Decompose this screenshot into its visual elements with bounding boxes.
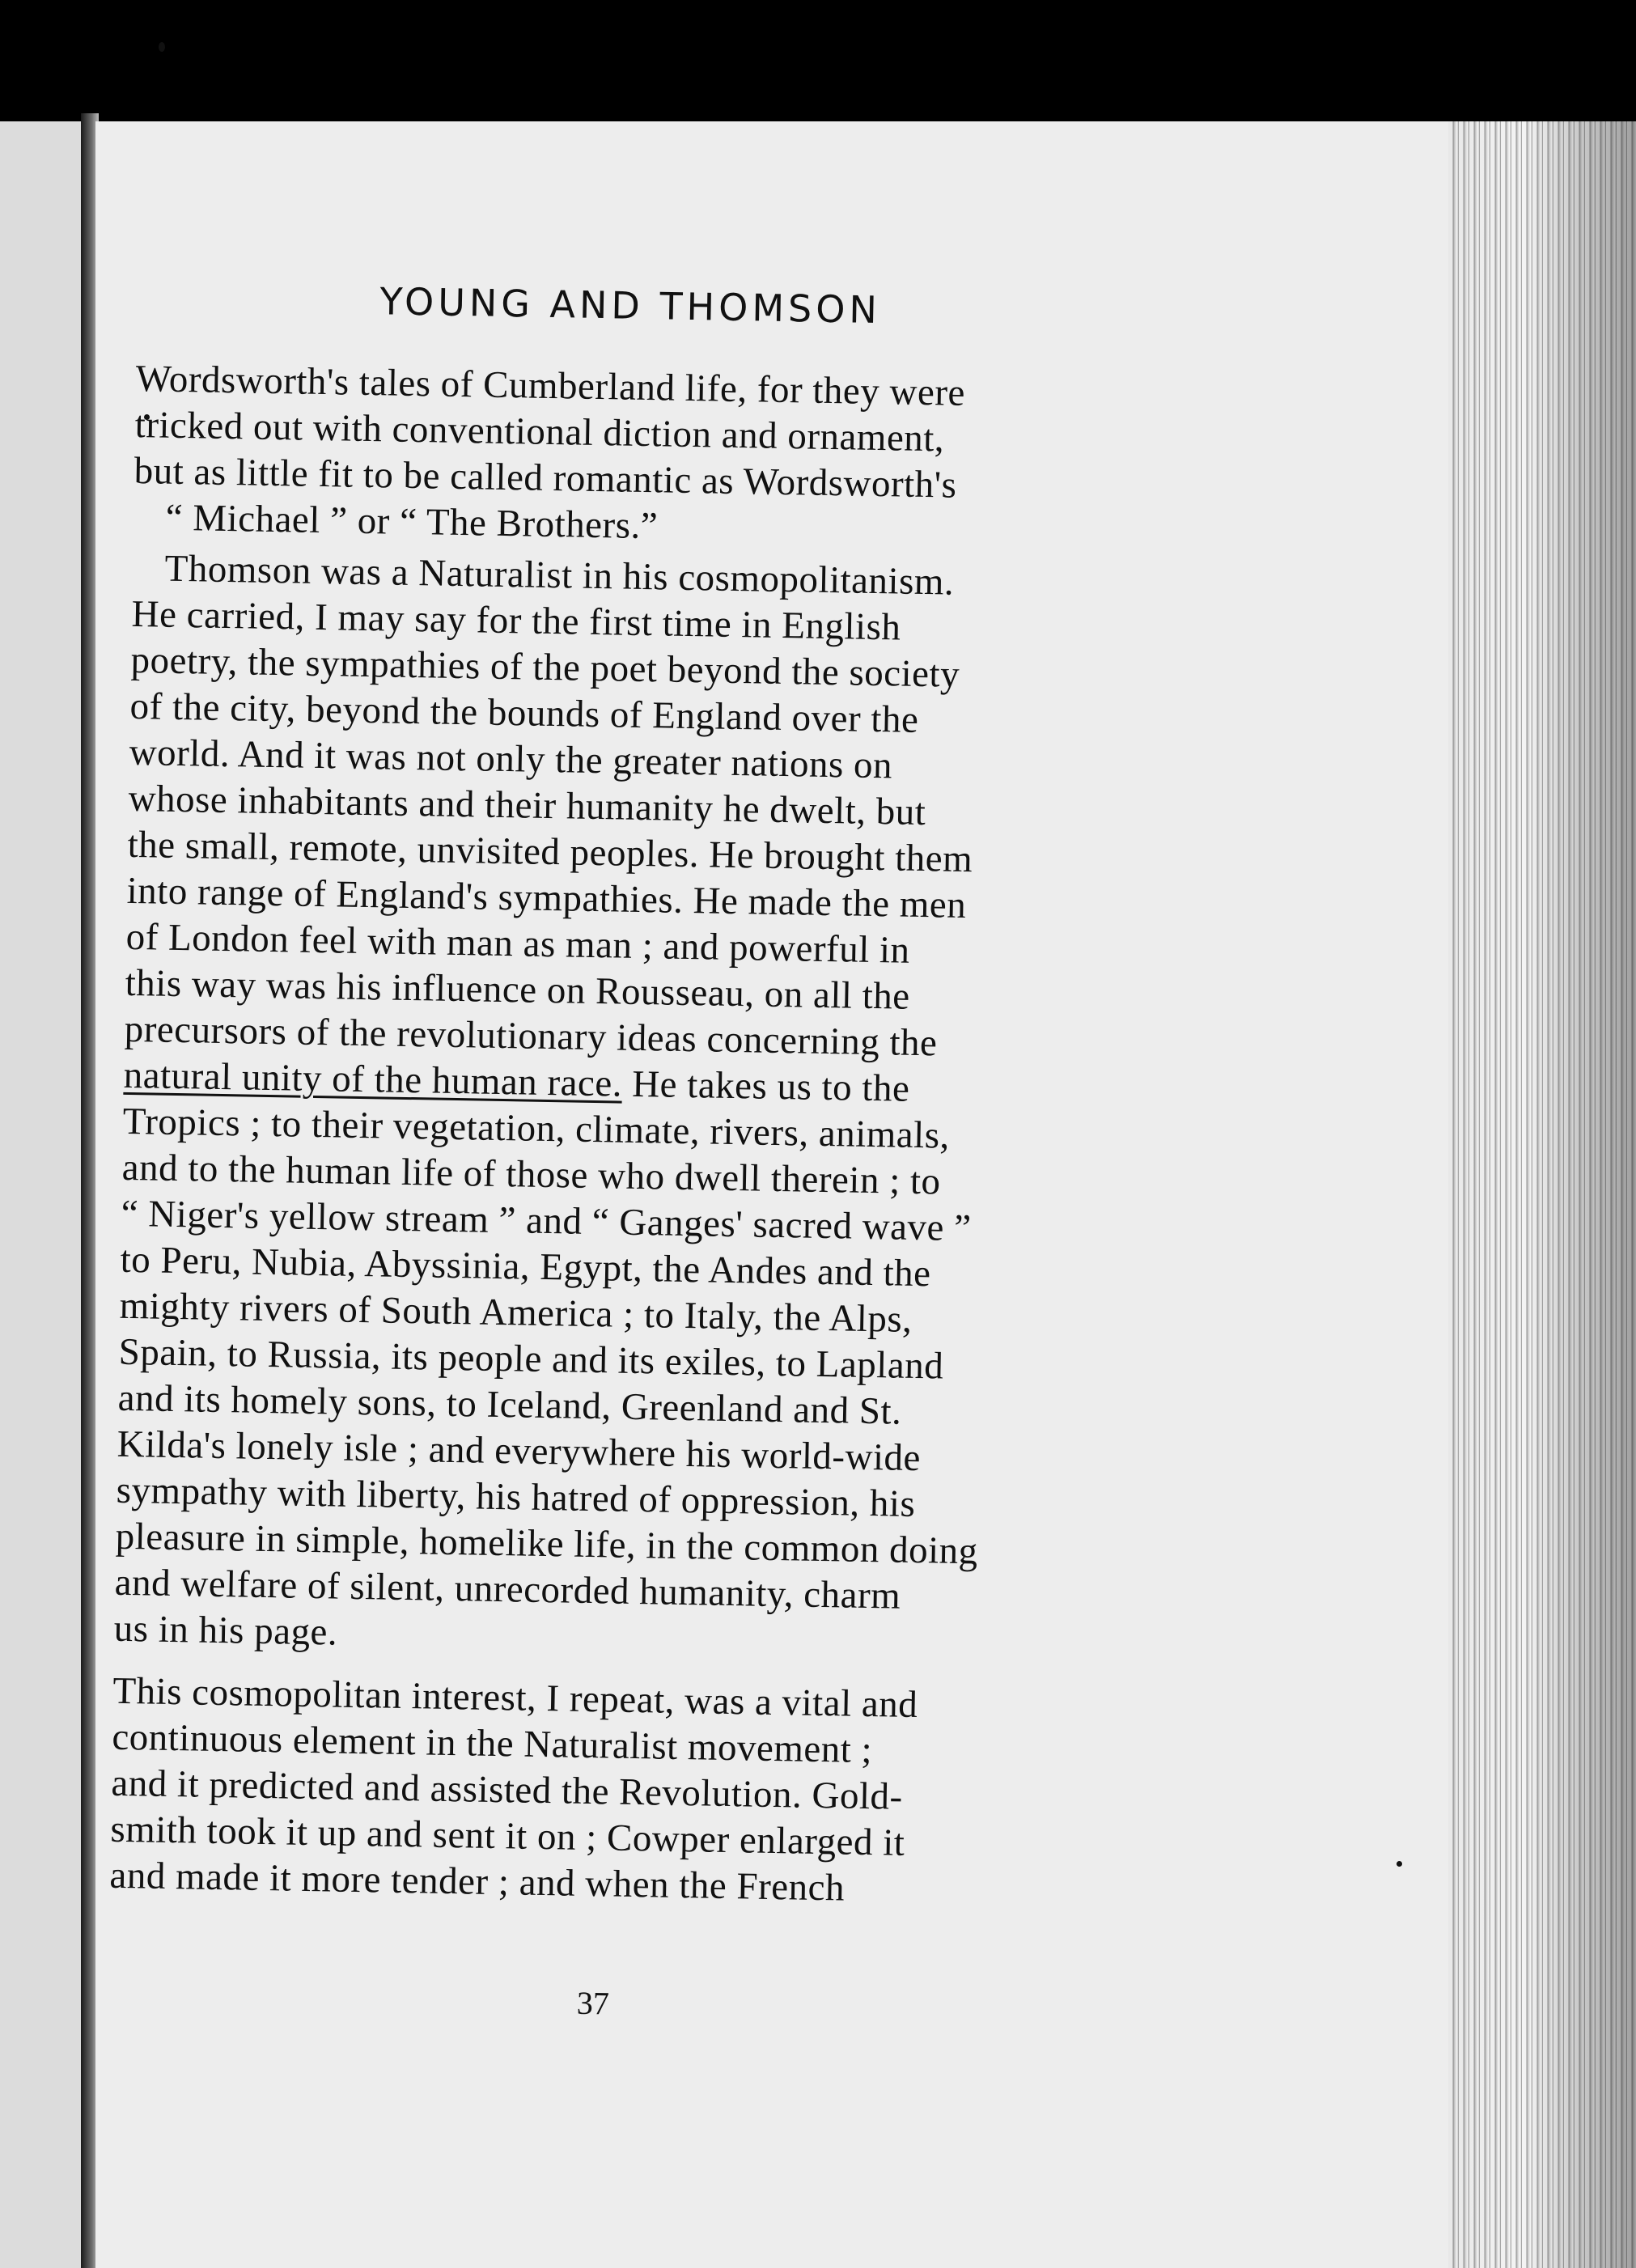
text-line: us in his page.: [113, 1607, 338, 1654]
text-line: and it predicted and assisted the Revolution. Gold-: [111, 1761, 904, 1818]
text-line: Spain, to Russia, its people and its exiles, to Lapland: [118, 1330, 944, 1388]
speck-right: [1397, 1861, 1402, 1867]
text-line: world. And it was not only the greater nations on: [129, 731, 893, 787]
facing-page-edge: [0, 121, 87, 2268]
page-edges-shadow: [1448, 121, 1636, 2268]
text-line: “ Michael ” or “ The Brothers.”: [165, 496, 659, 548]
text-line: the small, remote, unvisited peoples. He brought them: [127, 823, 973, 881]
speck-top: [159, 42, 165, 52]
page-number: 37: [576, 1984, 610, 2022]
text-line: tricked out with conventional diction and ornament,: [134, 403, 945, 460]
text-line: into range of England's sympathies. He made the men: [126, 869, 967, 926]
background-top: [0, 0, 1636, 121]
text-line: precursors of the revolutionary ideas concerning the: [124, 1007, 938, 1065]
text-line: Wordsworth's tales of Cumberland life, for they were: [135, 357, 966, 414]
text-line: Kilda's lonely isle ; and everywhere his world-wide: [117, 1422, 922, 1480]
text-line: He carried, I may say for the first time in English: [131, 592, 901, 649]
underlined-phrase: natural unity of the human race.: [123, 1053, 623, 1105]
text-line: and to the human life of those who dwell therein ; to: [121, 1146, 942, 1203]
text-line: smith took it up and sent it on ; Cowper enlarged it: [110, 1808, 905, 1864]
text-line: mighty rivers of South America ; to Italy, the Alps,: [119, 1284, 913, 1341]
text-line: poetry, the sympathies of the poet beyond the society: [130, 638, 960, 696]
text-line: This cosmopolitan interest, I repeat, was a vital and: [112, 1669, 918, 1727]
text-line: but as little fit to be called romantic as Wordsworth's: [134, 449, 957, 507]
text-line: to Peru, Nubia, Abyssinia, Egypt, the Andes and the: [120, 1238, 932, 1295]
text-line: and made it more tender ; and when the French: [109, 1854, 846, 1910]
text-line: and welfare of silent, unrecorded humanity, charm: [114, 1561, 901, 1617]
running-head: YOUNG AND THOMSON: [379, 279, 882, 333]
text-line: continuous element in the Naturalist movement ;: [112, 1715, 873, 1772]
text-line: Tropics ; to their vegetation, climate, rivers, animals,: [122, 1100, 951, 1157]
text-line: whose inhabitants and their humanity he dwelt, but: [128, 777, 926, 834]
text-line: of the city, beyond the bounds of England over the: [129, 685, 919, 741]
text-line: this way was his influence on Rousseau, on all the: [125, 961, 911, 1018]
text-line: pleasure in simple, homelike life, in the common doing: [115, 1515, 979, 1573]
text-line: and its homely sons, to Iceland, Greenland and St.: [117, 1376, 902, 1433]
text-line: “ Niger's yellow stream ” and “ Ganges' sacred wave ”: [121, 1192, 972, 1250]
text-line: of London feel with man as man ; and powerful in: [125, 915, 911, 972]
text-line-rest: He takes us to the: [621, 1062, 910, 1110]
text-line: Thomson was a Naturalist in his cosmopolitanism.: [164, 547, 955, 604]
text-line: sympathy with liberty, his hatred of oppression, his: [116, 1469, 916, 1526]
